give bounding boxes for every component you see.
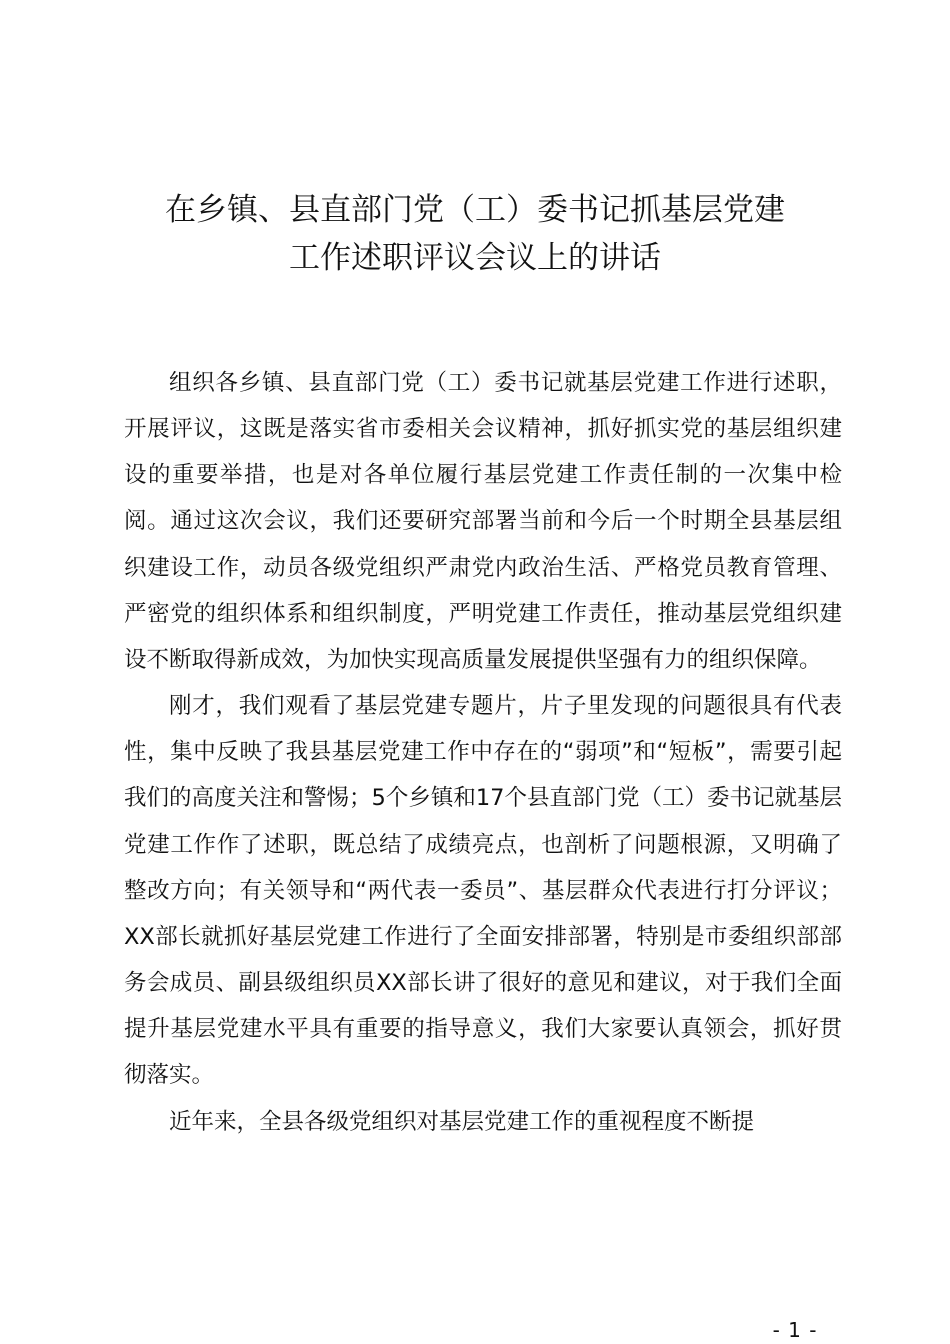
page-number: - 1 - <box>772 1318 818 1342</box>
document-body <box>124 360 842 1145</box>
title-line-2: 工作述职评议会议上的讲话 <box>289 240 661 276</box>
document-title <box>100 186 850 282</box>
paragraph-1: 组织各乡镇、县直部门党（工）委书记就基层党建工作进行述职，开展评议，这既是落实省市委相关会议精神，抓好抓实党的基层组织建设的重要举措，也是对各单位履行基层党建工作责任制的一次集中检阅。通过这次会议，我们还要研究部署当前和今后一个时期全县基层组织建设工作，动员各级党组织严肃党内政治生活、严格党员教育管理、严密党的组织体系和组织制度，严明党建工作责任，推动基层党组织建设不断取得新成效，为加快实现高质量发展提供坚强有力的组织保障。 <box>124 370 842 673</box>
paragraph-3: 近年来，全县各级党组织对基层党建工作的重视程度不断提 <box>169 1108 755 1135</box>
paragraph-2: 刚才，我们观看了基层党建专题片，片子里发现的问题很具有代表性，集中反映了我县基层党建工作中存在的“弱项”和“短板”，需要引起我们的高度关注和警惕；5个乡镇和17个县直部门党（工）委书记就基层党建工作作了述职，既总结了成绩亮点，也剖析了问题根源，又明确了整改方向；有关领导和“两代表一委员”、基层群众代表进行打分评议；XX部长就抓好基层党建工作进行了全面安排部署，特别是市委组织部部务会成员、副县级组织员XX部长讲了很好的意见和建议，对于我们全面提升基层党建水平具有重要的指导意义，我们大家要认真领会，抓好贯彻落实。 <box>124 693 842 1089</box>
title-line-1: 在乡镇、县直部门党（工）委书记抓基层党建 <box>165 192 785 228</box>
